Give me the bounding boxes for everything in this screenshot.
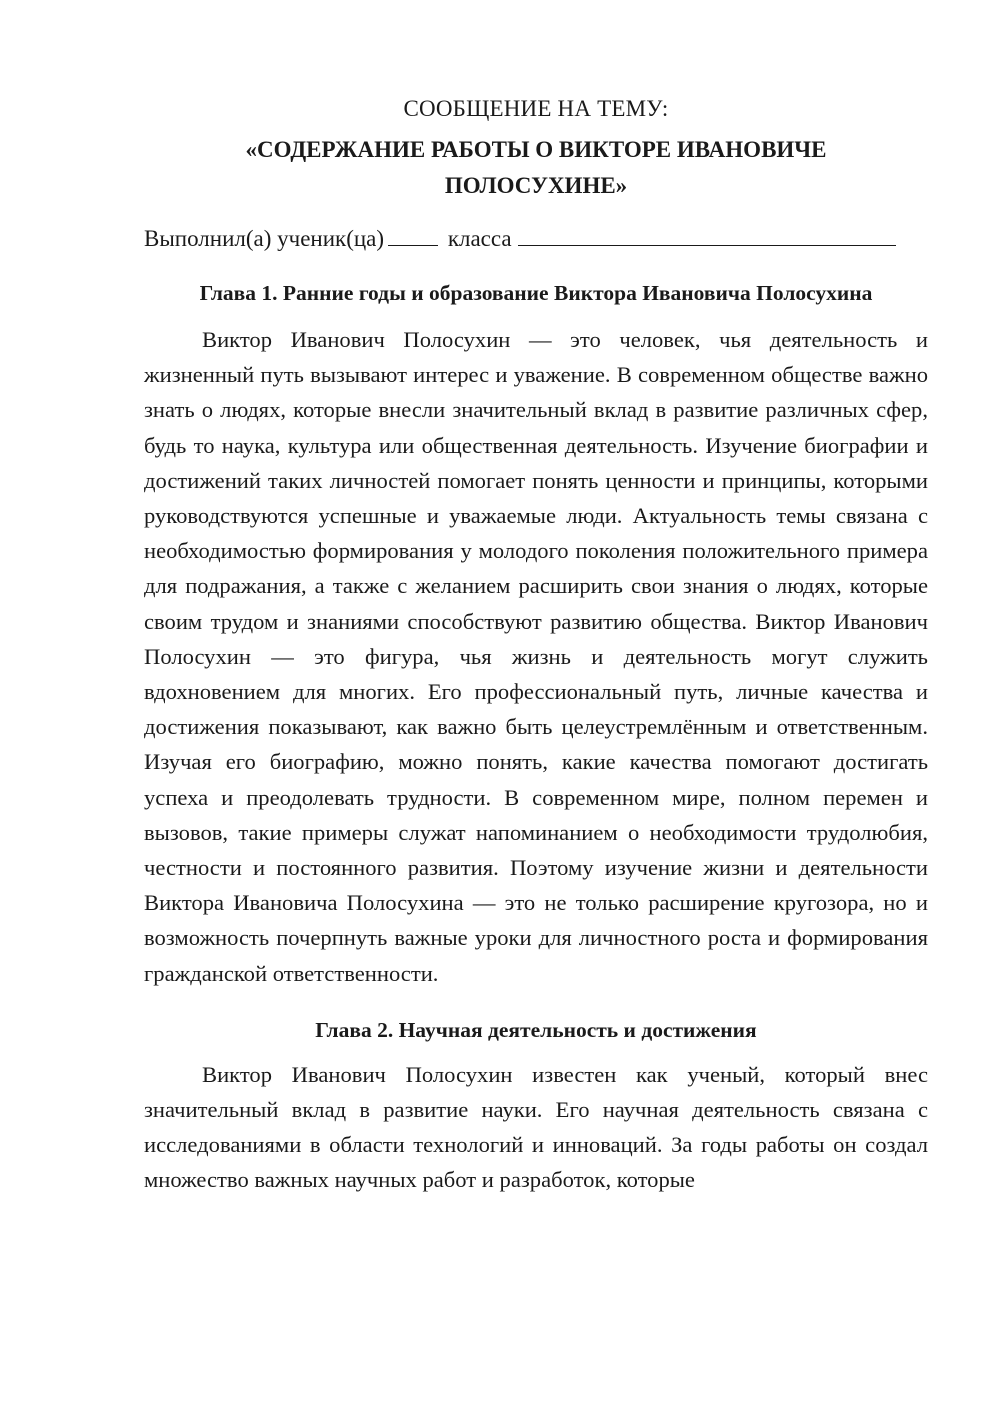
subject-line: СООБЩЕНИЕ НА ТЕМУ: [403,96,669,121]
author-line [144,222,928,256]
chapter-1-heading: Глава 1. Ранние годы и образование Виктора Ивановича Полосухина [199,281,873,305]
document-body [144,92,928,1198]
student-name-blank [518,225,896,246]
document-title: «СОДЕРЖАНИЕ РАБОТЫ О ВИКТОРЕ ИВАНОВИЧЕ ПОЛОСУХИНЕ» [245,137,827,198]
class-number-blank [388,225,438,246]
chapter-2-heading: Глава 2. Научная деятельность и достижения [315,1017,757,1042]
chapter-2-paragraph: Виктор Иванович Полосухин известен как ученый, который внес значительный вклад в развитие науки. Его научная деятельность связана с исследованиями в области технологий и инноваций. За годы работы он создал множество важных научных работ и разработок, которые [144,1061,928,1193]
performed-by-label: Выполнил(а) ученик(ца) [144,226,385,251]
chapter-1-paragraph: Виктор Иванович Полосухин — это человек, чья деятельность и жизненный путь вызывают интерес и уважение. В современном обществе важно знать о людях, которые внесли значительный вклад в развитие различных сфер, будь то наука, культура или общественная деятельность. Изучение биографии и достижений таких личностей помогает понять ценности и принципы, которыми руководствуются успешные и уважаемые люди. Актуальность темы связана с необходимостью формирования у молодого поколения положительного примера для подражания, а также с желанием расширить свои знания о людях, которые своим трудом и знаниями способствуют развитию общества. Виктор Иванович Полосухин — это фигура, чья жизнь и деятельность могут служить вдохновением для многих. Его профессиональный путь, личные качества и достижения показывают, как важно быть целеустремлённым и ответственным. Изучая его биографию, можно понять, какие качества помогают достигать успеха и преодолевать трудности. В современном мире, полном перемен и вызовов, такие примеры служат напоминанием о необходимости трудолюбия, честности и постоянного развития. Поэтому изучение жизни и деятельности Виктора Ивановича Полосухина — это не только расширение кругозора, но и возможность почерпнуть важные уроки для личностного роста и формирования гражданской ответственности. [144,327,928,986]
class-word-label: класса [447,226,512,251]
